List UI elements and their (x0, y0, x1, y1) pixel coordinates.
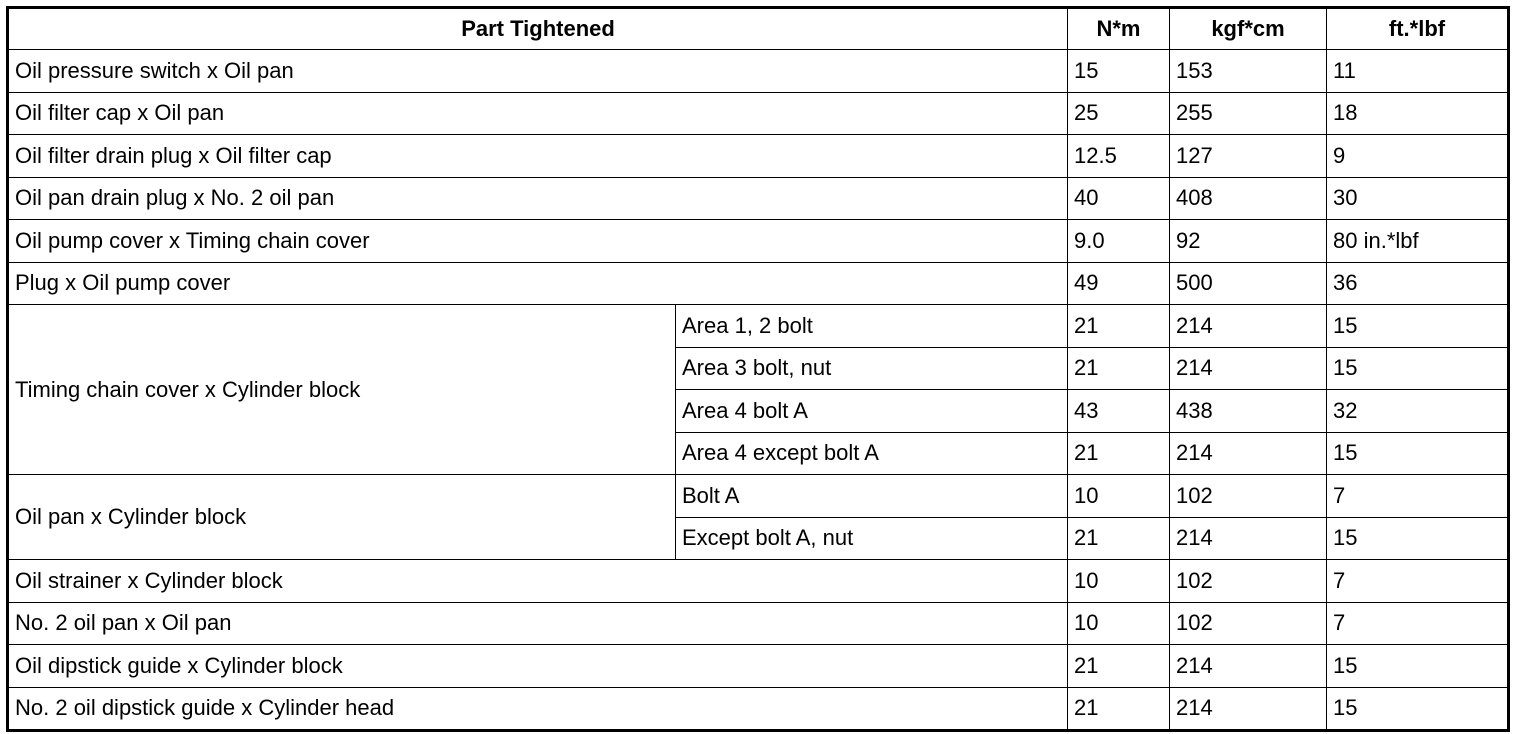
nm-cell: 12.5 (1068, 135, 1170, 178)
nm-cell: 15 (1068, 50, 1170, 93)
sub-part-cell: Except bolt A, nut (676, 517, 1068, 560)
kgfcm-cell: 214 (1170, 687, 1327, 731)
kgfcm-cell: 92 (1170, 220, 1327, 263)
ftlbf-cell: 30 (1327, 177, 1509, 220)
table-row (8, 177, 1509, 220)
kgfcm-cell: 214 (1170, 645, 1327, 688)
part-cell: Oil pump cover x Timing chain cover (8, 220, 1068, 263)
ftlbf-cell: 15 (1327, 347, 1509, 390)
nm-cell: 10 (1068, 475, 1170, 518)
part-cell: Oil filter drain plug x Oil filter cap (8, 135, 1068, 178)
kgfcm-cell: 438 (1170, 390, 1327, 433)
ftlbf-cell: 7 (1327, 560, 1509, 603)
table-row (8, 262, 1509, 305)
nm-cell: 21 (1068, 347, 1170, 390)
nm-cell: 9.0 (1068, 220, 1170, 263)
ftlbf-cell: 18 (1327, 92, 1509, 135)
nm-cell: 10 (1068, 602, 1170, 645)
nm-cell: 21 (1068, 432, 1170, 475)
table-row (8, 92, 1509, 135)
table-row (8, 645, 1509, 688)
nm-cell: 21 (1068, 517, 1170, 560)
table-row (8, 560, 1509, 603)
header-kgfcm: kgf*cm (1170, 8, 1327, 50)
torque-spec-table (6, 6, 1510, 732)
ftlbf-cell: 7 (1327, 475, 1509, 518)
ftlbf-cell: 80 in.*lbf (1327, 220, 1509, 263)
part-cell: Oil pan x Cylinder block (8, 475, 676, 560)
nm-cell: 21 (1068, 645, 1170, 688)
table-row (8, 687, 1509, 731)
ftlbf-cell: 15 (1327, 687, 1509, 731)
sub-part-cell: Area 4 bolt A (676, 390, 1068, 433)
kgfcm-cell: 214 (1170, 432, 1327, 475)
part-cell: Timing chain cover x Cylinder block (8, 305, 676, 475)
table-row (8, 602, 1509, 645)
sub-part-cell: Area 1, 2 bolt (676, 305, 1068, 348)
part-cell: Oil filter cap x Oil pan (8, 92, 1068, 135)
nm-cell: 43 (1068, 390, 1170, 433)
ftlbf-cell: 11 (1327, 50, 1509, 93)
nm-cell: 21 (1068, 687, 1170, 731)
kgfcm-cell: 214 (1170, 347, 1327, 390)
nm-cell: 10 (1068, 560, 1170, 603)
ftlbf-cell: 32 (1327, 390, 1509, 433)
sub-part-cell: Area 4 except bolt A (676, 432, 1068, 475)
part-cell: Oil pressure switch x Oil pan (8, 50, 1068, 93)
kgfcm-cell: 500 (1170, 262, 1327, 305)
kgfcm-cell: 408 (1170, 177, 1327, 220)
nm-cell: 40 (1068, 177, 1170, 220)
kgfcm-cell: 102 (1170, 602, 1327, 645)
sub-part-cell: Bolt A (676, 475, 1068, 518)
ftlbf-cell: 15 (1327, 645, 1509, 688)
header-ftlbf: ft.*lbf (1327, 8, 1509, 50)
kgfcm-cell: 153 (1170, 50, 1327, 93)
table-row (8, 220, 1509, 263)
nm-cell: 21 (1068, 305, 1170, 348)
part-cell: No. 2 oil dipstick guide x Cylinder head (8, 687, 1068, 731)
table-row (8, 305, 1509, 348)
kgfcm-cell: 102 (1170, 475, 1327, 518)
ftlbf-cell: 15 (1327, 432, 1509, 475)
kgfcm-cell: 214 (1170, 305, 1327, 348)
part-cell: Oil strainer x Cylinder block (8, 560, 1068, 603)
kgfcm-cell: 255 (1170, 92, 1327, 135)
header-row (8, 8, 1509, 50)
nm-cell: 49 (1068, 262, 1170, 305)
table-row (8, 135, 1509, 178)
kgfcm-cell: 102 (1170, 560, 1327, 603)
sub-part-cell: Area 3 bolt, nut (676, 347, 1068, 390)
part-cell: Oil dipstick guide x Cylinder block (8, 645, 1068, 688)
nm-cell: 25 (1068, 92, 1170, 135)
kgfcm-cell: 127 (1170, 135, 1327, 178)
table-row (8, 475, 1509, 518)
ftlbf-cell: 7 (1327, 602, 1509, 645)
ftlbf-cell: 15 (1327, 517, 1509, 560)
table-row (8, 50, 1509, 93)
ftlbf-cell: 36 (1327, 262, 1509, 305)
part-cell: Plug x Oil pump cover (8, 262, 1068, 305)
part-cell: No. 2 oil pan x Oil pan (8, 602, 1068, 645)
header-part-tightened: Part Tightened (8, 8, 1068, 50)
ftlbf-cell: 9 (1327, 135, 1509, 178)
part-cell: Oil pan drain plug x No. 2 oil pan (8, 177, 1068, 220)
header-nm: N*m (1068, 8, 1170, 50)
ftlbf-cell: 15 (1327, 305, 1509, 348)
kgfcm-cell: 214 (1170, 517, 1327, 560)
